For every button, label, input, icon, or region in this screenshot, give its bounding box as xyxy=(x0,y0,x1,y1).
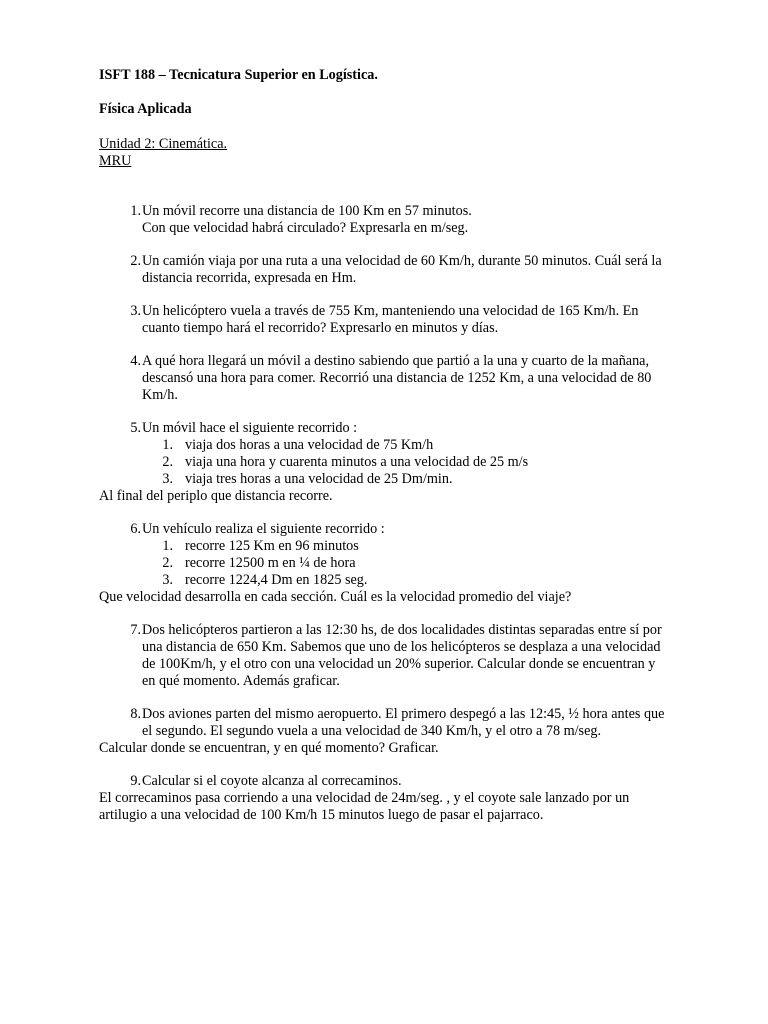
exercise-text-line: el segundo. El segundo vuela a una velocidad de 340 Km/h, y el otro a 78 m/seg. xyxy=(142,723,602,739)
exercise-followup-text: El correcaminos pasa corriendo a una velocidad de 24m/seg. , y el coyote sale lanzado por un xyxy=(99,790,630,806)
exercise-text-line: Un móvil recorre una distancia de 100 Km en 57 minutos. xyxy=(142,203,472,219)
exercise-text-line: Con que velocidad habrá circulado? Expresarla en m/seg. xyxy=(142,220,469,236)
exercise-number: 2. xyxy=(130,253,141,269)
exercise-number: 6. xyxy=(130,521,141,537)
sub-item-text: recorre 12500 m en ¼ de hora xyxy=(185,555,356,571)
exercise-number: 1. xyxy=(130,203,141,219)
exercise-number: 3. xyxy=(130,303,141,319)
subject-title: Física Aplicada xyxy=(99,101,192,117)
exercise-text-line: Dos aviones parten del mismo aeropuerto. El primero despegó a las 12:45, ½ hora antes que xyxy=(142,706,665,722)
exercise-text-line: una distancia de 650 Km. Sabemos que uno de los helicópteros se desplaza a una velocidad xyxy=(142,639,661,655)
exercise-text-line: A qué hora llegará un móvil a destino sabiendo que partió a la una y cuarto de la mañana, xyxy=(142,353,650,369)
institution-title: ISFT 188 – Tecnicatura Superior en Logística. xyxy=(99,67,378,83)
sub-item-number: 3. xyxy=(162,572,173,588)
sub-item-number: 2. xyxy=(162,454,173,470)
exercise-text-line: cuanto tiempo hará el recorrido? Expresarlo en minutos y días. xyxy=(142,320,499,336)
exercise-text-line: Dos helicópteros partieron a las 12:30 hs, de dos localidades distintas separadas entre sí por xyxy=(142,622,662,638)
sub-item-number: 2. xyxy=(162,555,173,571)
exercise-number: 8. xyxy=(130,706,141,722)
exercise-text-line: descansó una hora para comer. Recorrió una distancia de 1252 Km, a una velocidad de 80 xyxy=(142,370,652,386)
sub-item-text: recorre 125 Km en 96 minutos xyxy=(185,538,359,554)
sub-item-number: 1. xyxy=(162,538,173,554)
exercise-number: 9. xyxy=(130,773,141,789)
exercise-number: 7. xyxy=(130,622,141,638)
sub-item-number: 3. xyxy=(162,471,173,487)
exercise-text-line: Calcular si el coyote alcanza al correcaminos. xyxy=(142,773,402,789)
exercise-followup-text: artilugio a una velocidad de 100 Km/h 15 minutos luego de pasar el pajarraco. xyxy=(99,807,544,823)
exercise-number: 4. xyxy=(130,353,141,369)
sub-item-text: viaja dos horas a una velocidad de 75 Km/h xyxy=(185,437,434,453)
exercise-followup-text: Calcular donde se encuentran, y en qué momento? Graficar. xyxy=(99,740,439,756)
exercise-text-line: Km/h. xyxy=(142,387,178,403)
sub-item-text: recorre 1224,4 Dm en 1825 seg. xyxy=(185,572,368,588)
unit-heading: Unidad 2: Cinemática. xyxy=(99,136,228,152)
exercise-followup-text: Al final del periplo que distancia recorre. xyxy=(99,488,333,504)
exercise-text-line: Un móvil hace el siguiente recorrido : xyxy=(142,420,358,436)
sub-item-text: viaja una hora y cuarenta minutos a una velocidad de 25 m/s xyxy=(185,454,529,470)
sub-item-number: 1. xyxy=(162,437,173,453)
exercise-text-line: de 100Km/h, y el otro con una velocidad un 20% superior. Calcular donde se encuentran y xyxy=(142,656,656,672)
exercise-text-line: en qué momento. Además graficar. xyxy=(142,673,340,689)
exercise-text-line: distancia recorrida, expresada en Hm. xyxy=(142,270,357,286)
exercise-number: 5. xyxy=(130,420,141,436)
exercise-text-line: Un vehículo realiza el siguiente recorrido : xyxy=(142,521,385,537)
exercise-text-line: Un camión viaja por una ruta a una velocidad de 60 Km/h, durante 50 minutos. Cuál será la xyxy=(142,253,662,269)
sub-item-text: viaja tres horas a una velocidad de 25 Dm/min. xyxy=(185,471,453,487)
topic-heading: MRU xyxy=(99,153,132,169)
exercise-followup-text: Que velocidad desarrolla en cada sección. Cuál es la velocidad promedio del viaje? xyxy=(99,589,572,605)
exercise-text-line: Un helicóptero vuela a través de 755 Km, manteniendo una velocidad de 165 Km/h. En xyxy=(142,303,639,319)
